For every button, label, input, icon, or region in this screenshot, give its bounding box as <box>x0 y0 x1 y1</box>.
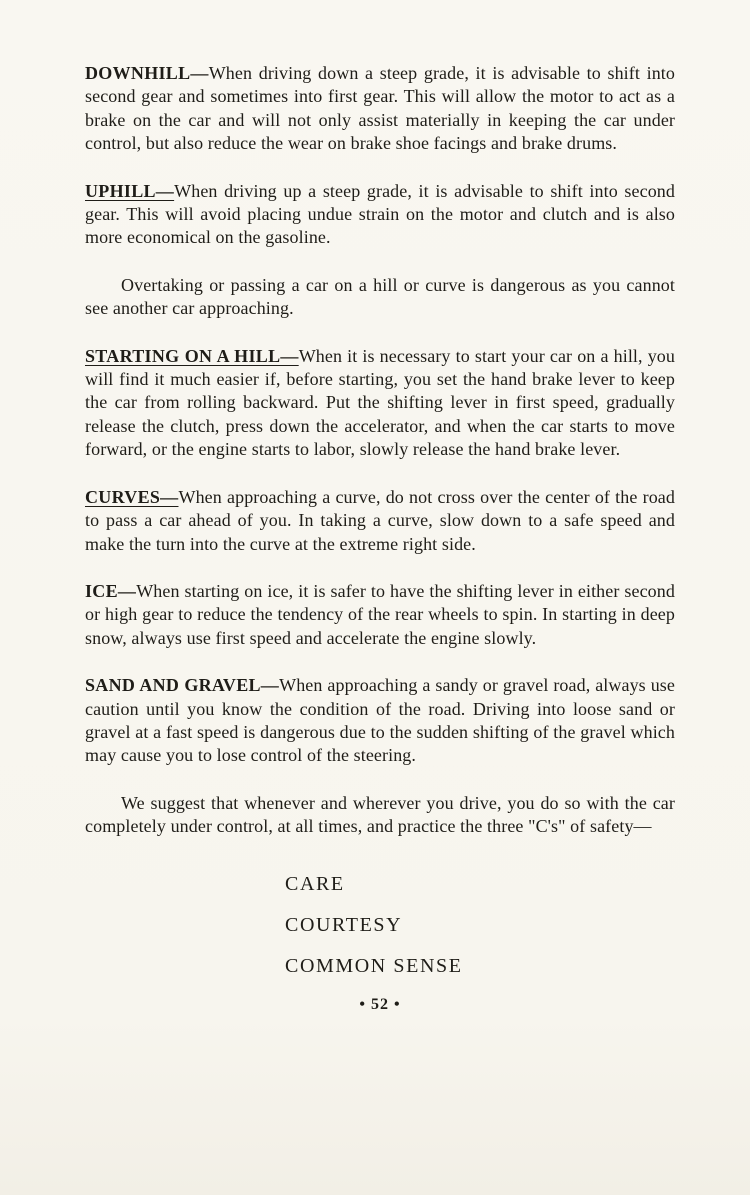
paragraph-body: When starting on ice, it is safer to have the shifting lever in either second or high gear to reduce the tendency of the rear wheels to spin. In starting in deep snow, always use first speed and accelerate the engine slowly. <box>85 580 675 648</box>
paragraph-starting-on-a-hill <box>85 345 675 462</box>
paragraph-body: When driving down a steep grade, it is advisable to shift into second gear and sometimes into first gear. This will allow the motor to act as a brake on the car and will not only assist materially in keeping the car under control, but also reduce the wear on brake shoe facings and brake drums. <box>85 63 675 154</box>
paragraph-body: We suggest that whenever and wherever you drive, you do so with the car completely under control, at all times, and practice the three "C's" of safety— <box>85 792 675 837</box>
paragraph-sand-and-gravel <box>85 674 675 768</box>
paragraph-we-suggest <box>85 792 675 839</box>
paragraph-lead: ICE— <box>85 580 137 601</box>
text-column <box>85 62 675 1014</box>
paragraph-body: When it is necessary to start your car on a hill, you will find it much easier if, before starting, you set the hand brake lever to keep the car from rolling backward. Put the shifting lever in first speed, gradually release the clutch, press down the accelerator, and when the car starts to move forward, or the engine starts to labor, slowly release the hand brake lever. <box>85 345 675 460</box>
safety-word-courtesy: COURTESY <box>285 913 403 936</box>
paragraph-lead: CURVES— <box>85 486 179 507</box>
paragraph-body: When approaching a sandy or gravel road, always use caution until you know the condition of the road. Driving into loose sand or gravel at a fast speed is dangerous due to the sudden shifting of the gravel which may cause you to lose control of the steering. <box>85 675 675 766</box>
paragraph-body: When approaching a curve, do not cross over the center of the road to pass a car ahead of you. In taking a curve, slow down to a safe speed and make the turn into the curve at the extreme right side. <box>85 486 675 554</box>
paragraph-lead: STARTING ON A HILL— <box>85 345 299 366</box>
paragraph-ice <box>85 580 675 650</box>
paragraph-downhill <box>85 62 675 156</box>
safety-word-care: CARE <box>285 872 345 895</box>
paragraph-lead: SAND AND GRAVEL— <box>85 675 280 696</box>
paragraph-uphill <box>85 180 675 250</box>
paragraph-body: When driving up a steep grade, it is advisable to shift into second gear. This will avoid placing undue strain on the motor and clutch and is also more economical on the gasoline. <box>85 180 675 248</box>
paragraph-body: Overtaking or passing a car on a hill or curve is dangerous as you cannot see another car approaching. <box>85 274 675 319</box>
paragraph-overtaking <box>85 274 675 321</box>
paragraph-lead: DOWNHILL— <box>85 63 209 83</box>
paragraph-lead: UPHILL— <box>85 180 175 201</box>
safety-words-block <box>285 873 675 977</box>
paragraph-curves <box>85 486 675 556</box>
page-number: • 52 • <box>359 995 401 1013</box>
safety-word-common-sense: COMMON SENSE <box>285 954 463 977</box>
